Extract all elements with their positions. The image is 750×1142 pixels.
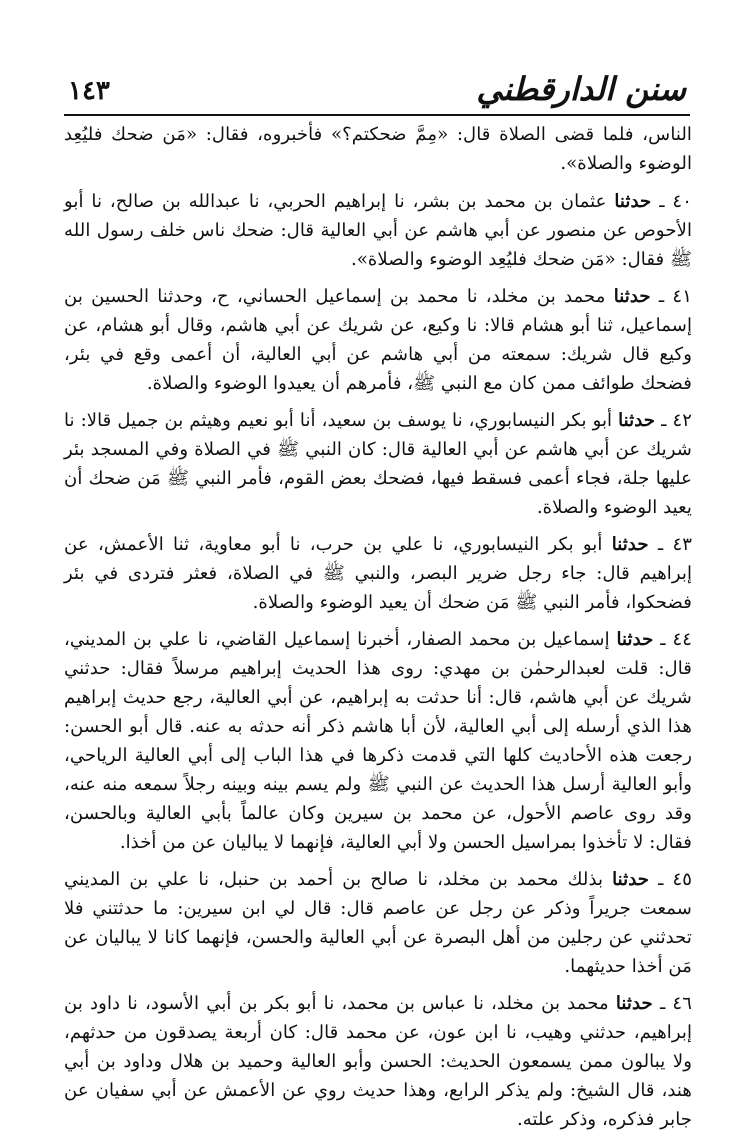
hadith-paragraph <box>64 120 692 178</box>
hadith-number: ٤٢ ـ <box>661 410 692 431</box>
paragraph-text: محمد بن مخلد، نا محمد بن إسماعيل الحساني، ح، وحدثنا الحسين بن إسماعيل، ثنا أبو هشام قالا: نا وكيع، عن شريك عن أبي هاشم، وقال أبو هشام، عن وكيع قال شريك: سمعته من أبي هاشم عن أبي العالية، أن أعمى وقع في بئر، فضحك طوائف ممن كان مع النبي ﷺ، فأمرهم أن يعيدوا الوضوء والصلاة. <box>64 286 692 394</box>
hadith-number: ٤١ ـ <box>658 286 692 307</box>
hadith-paragraph <box>64 989 692 1134</box>
hadith-lead: حدثنا <box>615 993 653 1014</box>
hadith-lead: حدثنا <box>613 286 651 307</box>
hadith-lead: حدثنا <box>614 191 652 212</box>
header-divider <box>64 114 690 116</box>
paragraph-text: الناس، فلما قضى الصلاة قال: «مِمَّ ضحكتم؟» فأخبروه، فقال: «مَن ضحك فليُعِد الوضوء والصلاة». <box>64 124 692 174</box>
hadith-lead: حدثنا <box>612 869 650 890</box>
hadith-number: ٤٣ ـ <box>657 534 692 555</box>
hadith-lead: حدثنا <box>616 629 654 650</box>
book-title: سنن الدارقطني <box>476 70 686 108</box>
hadith-paragraph <box>64 282 692 398</box>
paragraph-text: محمد بن مخلد، نا عباس بن محمد، نا أبو بكر بن أبي الأسود، نا داود بن إبراهيم، حدثني وهيب، نا ابن عون، عن محمد قال: كان أربعة يصدقون من حدثهم، ولا يبالون ممن يسمعون الحديث: الحسن وأبو العالية وحميد بن هلال وداود بن أبي هند، قال الشيخ: ولم يذكر الرابع، وهذا حديث روي عن الأعمش عن أبي سفيان عن جابر فذكره، وذكر علته. <box>64 993 692 1130</box>
hadith-paragraph <box>64 187 692 274</box>
hadith-paragraph <box>64 625 692 857</box>
paragraph-text: بذلك محمد بن مخلد، نا صالح بن أحمد بن حنبل، نا علي بن المديني سمعت جريراً وذكر عن رجل عن عاصم قال: قال لي ابن سيرين: ما حدثتني فلا تحدثني عن رجلين من أهل البصرة عن أبي العالية والحسن، فإنهما كانا لا يباليان عن مَن أخذا حديثهما. <box>64 869 692 977</box>
page-body <box>64 120 692 1142</box>
hadith-number: ٤٠ ـ <box>659 191 692 212</box>
paragraph-text: أبو بكر النيسابوري، نا يوسف بن سعيد، أنا أبو نعيم وهيثم بن جميل قالا: نا شريك عن أبي هاشم عن أبي العالية قال: كان النبي ﷺ في الصلاة وفي المسجد بئر عليها جلة، فجاء أعمى فسقط فيها، فضحك بعض القوم، فأمر النبي ﷺ مَن ضحك أن يعيد الوضوء والصلاة. <box>64 410 692 518</box>
hadith-number: ٤٤ ـ <box>660 629 692 650</box>
paragraph-text: أبو بكر النيسابوري، نا علي بن حرب، نا أبو معاوية، ثنا الأعمش، عن إبراهيم قال: جاء رجل ضرير البصر، والنبي ﷺ في الصلاة، فعثر فتردى في بئر فضحكوا، فأمر النبي ﷺ مَن ضحك أن يعيد الوضوء والصلاة. <box>64 534 692 613</box>
page-header <box>64 70 690 114</box>
hadith-paragraph <box>64 865 692 981</box>
paragraph-text: إسماعيل بن محمد الصفار، أخبرنا إسماعيل القاضي، نا علي بن المديني، قال: قلت لعبدالرحمٰن بن مهدي: روى هذا الحديث إبراهيم مرسلاً فقال: حدثني شريك عن أبي هاشم، قال: أنا حدثت به إبراهيم، عن أبي العالية، رجع حديث إبراهيم هذا الذي أرسله إلى أبي العالية، لأن أبا هاشم ذكر أنه حدثه به عنه. قال أبو الحسن: رجعت هذه الأحاديث كلها التي قدمت ذكرها في هذا الباب إلى أبي العالية الرياحي، وأبو العالية أرسل هذا الحديث عن النبي ﷺ ولم يسم بينه وبينه رجلاً سمعه منه عنه، وقد روى عاصم الأحول، عن محمد بن سيرين وكان عالماً بأبي العالية وبالحسن، فقال: لا تأخذوا بمراسيل الحسن ولا أبي العالية، فإنهما لا يباليان عن من أخذا. <box>64 629 692 853</box>
hadith-paragraph <box>64 406 692 522</box>
hadith-number: ٤٦ ـ <box>659 993 692 1014</box>
hadith-lead: حدثنا <box>611 534 649 555</box>
paragraph-text: عثمان بن محمد بن بشر، نا إبراهيم الحربي، نا عبدالله بن صالح، نا أبو الأحوص عن منصور عن أبي هاشم عن أبي العالية قال: ضحك ناس خلف رسول الله ﷺ فقال: «مَن ضحك فليُعِد الوضوء والصلاة». <box>64 191 692 270</box>
hadith-lead: حدثنا <box>618 410 656 431</box>
hadith-paragraph <box>64 530 692 617</box>
hadith-number: ٤٥ ـ <box>658 869 692 890</box>
page-number: ١٤٣ <box>68 76 110 106</box>
